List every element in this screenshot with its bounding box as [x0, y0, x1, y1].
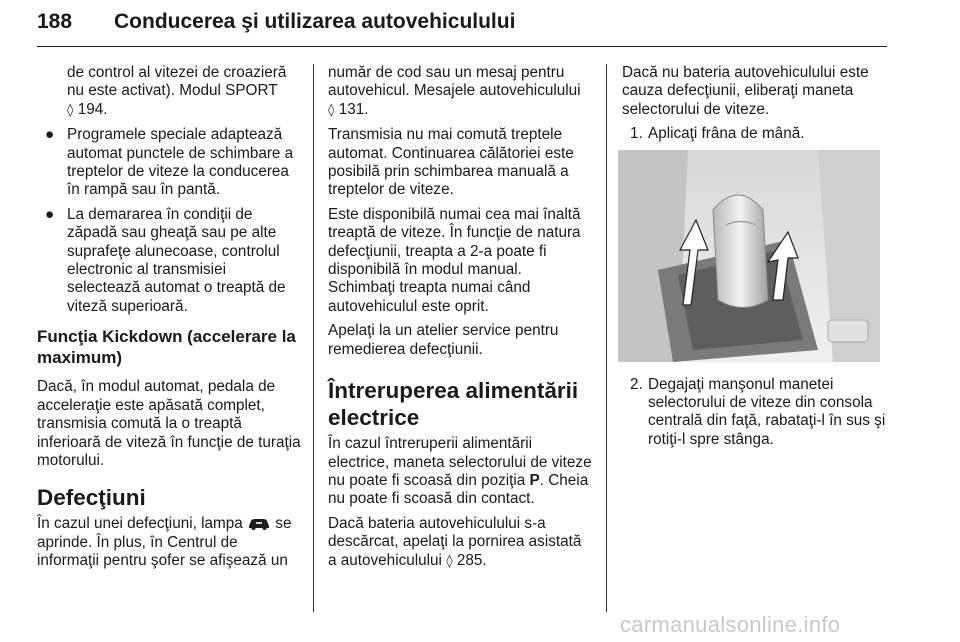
- column-divider: [313, 64, 314, 612]
- kickdown-heading: Funcţia Kickdown (accelerare la maximum): [37, 327, 296, 368]
- defects-paragraph: În cazul unei defecţiuni, lampa se aprinde. În plus, în Centrul de informaţii pentru şofer se afişează un: [37, 515, 292, 570]
- page-ref[interactable]: 285.: [456, 551, 487, 569]
- power-interruption-heading: Întreruperea alimentării electrice: [328, 378, 579, 431]
- defects-heading: Defecţiuni: [37, 485, 146, 511]
- continued-paragraph: număr de cod sau un mesaj pentru autovehicul. Mesajele autovehiculului ◊ 131.: [328, 64, 581, 118]
- page-number: 188: [37, 10, 73, 33]
- paragraph: Dacă nu bateria autovehiculului este cauza defecţiunii, eliberaţi maneta selectorului de viteze.: [622, 64, 869, 118]
- paragraph: Apelaţi la un atelier service pentru remedierea defecţiunii.: [328, 322, 559, 358]
- column-divider: [606, 64, 607, 612]
- chapter-title: Conducerea şi utilizarea autovehiculului: [114, 10, 516, 33]
- page-ref-icon: ◊: [328, 102, 335, 118]
- list-item: ● La demararea în condiţii de zăpadă sau gheaţă sau pe alte suprafeţe alunecoase, controlul electronic al transmisiei selectează automat o treaptă de viteză superioară.: [45, 205, 286, 315]
- step-item: 1. Aplicaţi frâna de mână.: [630, 125, 805, 143]
- page-ref[interactable]: 131.: [338, 100, 369, 118]
- page-ref-icon: ◊: [67, 102, 74, 118]
- continued-paragraph: de control al vitezei de croazieră nu este activat). Modul SPORT ◊ 194.: [67, 64, 287, 118]
- car-wrench-warning-icon: [247, 516, 271, 530]
- list-item: ● Programele speciale adaptează automat punctele de schimbare a treptelor de viteze la conducerea în rampă sau în pantă.: [45, 126, 294, 199]
- step-item: 2. Degajaţi manşonul manetei selectorului de viteze din consola centrală din faţă, rabataţi-l în sus şi rotiţi-l spre stânga.: [630, 375, 886, 448]
- column-2: [328, 64, 593, 577]
- kickdown-paragraph: Dacă, în modul automat, pedala de acceleraţie este apăsată complet, transmisia comută la o treaptă inferioară de viteză în funcţie de turaţia motorului.: [37, 378, 301, 469]
- paragraph: Este disponibilă numai cea mai înaltă treaptă de viteze. În funcţie de natura defecţiunii, treapta a 2-a poate fi disponibilă în modul manual. Schimbaţi treapta numai când autovehiculul este oprit.: [328, 205, 581, 315]
- page-ref-icon: ◊: [446, 553, 453, 569]
- bullet-icon: ●: [45, 205, 55, 223]
- page-ref[interactable]: 194.: [77, 100, 108, 118]
- column-1: [37, 64, 302, 577]
- bullet-icon: ●: [45, 126, 55, 144]
- paragraph: În cazul întreruperii alimentării electrice, maneta selectorului de viteze nu poate fi scoasă din poziţia P. Cheia nu poate fi scoasă din contact.: [328, 435, 592, 508]
- gear-lever-drawing: [618, 150, 880, 362]
- gear-position-p: P: [529, 471, 540, 489]
- column-3: [622, 64, 887, 455]
- paragraph: Dacă bateria autovehiculului s-a descărcat, apelaţi la pornirea asistată a autovehiculului ◊ 285.: [328, 514, 582, 569]
- page-header: [37, 8, 887, 47]
- gear-lever-illustration: [618, 150, 880, 362]
- paragraph: Transmisia nu mai comută treptele automat. Continuarea călătoriei este posibilă prin schimbarea manuală a treptelor de viteze.: [328, 126, 574, 199]
- watermark: carmanualsonline.info: [620, 612, 841, 637]
